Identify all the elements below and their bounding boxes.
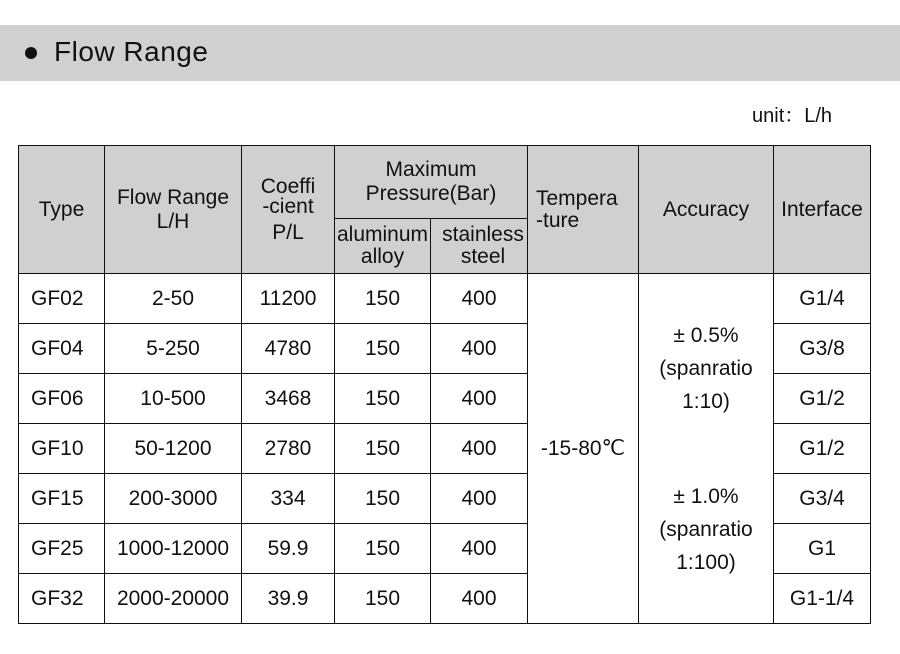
cell-aluminum: 150: [335, 424, 431, 474]
cell-stainless: 400: [431, 274, 528, 324]
header-interface: Interface: [774, 146, 871, 274]
cell-flow-range: 1000-12000: [105, 524, 242, 574]
cell-flow-range: 5-250: [105, 324, 242, 374]
header-max-pressure: Maximum Pressure(Bar): [335, 146, 528, 219]
section-header: [0, 25, 900, 81]
header-type: Type: [19, 146, 105, 274]
cell-type: GF02: [19, 274, 105, 324]
cell-interface: G1-1/4: [774, 574, 871, 624]
cell-type: GF32: [19, 574, 105, 624]
bullet-icon: [25, 47, 37, 59]
cell-flow-range: 50-1200: [105, 424, 242, 474]
header-stainless-steel: stainless steel: [431, 219, 528, 274]
table-row: [19, 274, 871, 324]
flow-range-table: [18, 145, 871, 624]
cell-stainless: 400: [431, 574, 528, 624]
cell-aluminum: 150: [335, 474, 431, 524]
cell-temperature: -15-80℃: [528, 274, 639, 624]
cell-flow-range: 2000-20000: [105, 574, 242, 624]
cell-stainless: 400: [431, 524, 528, 574]
header-accuracy: Accuracy: [639, 146, 774, 274]
cell-type: GF06: [19, 374, 105, 424]
header-coefficient: Coeffi -cient P/L: [242, 146, 335, 274]
cell-interface: G3/4: [774, 474, 871, 524]
cell-interface: G1/4: [774, 274, 871, 324]
cell-coefficient: 59.9: [242, 524, 335, 574]
cell-aluminum: 150: [335, 574, 431, 624]
cell-coefficient: 3468: [242, 374, 335, 424]
cell-stainless: 400: [431, 374, 528, 424]
cell-aluminum: 150: [335, 374, 431, 424]
cell-type: GF04: [19, 324, 105, 374]
cell-aluminum: 150: [335, 274, 431, 324]
cell-flow-range: 2-50: [105, 274, 242, 324]
section-title: Flow Range: [54, 36, 209, 67]
cell-interface: G1/2: [774, 424, 871, 474]
cell-coefficient: 39.9: [242, 574, 335, 624]
cell-type: GF15: [19, 474, 105, 524]
header-aluminum-alloy: aluminum alloy: [335, 219, 431, 274]
cell-stainless: 400: [431, 474, 528, 524]
cell-flow-range: 10-500: [105, 374, 242, 424]
cell-accuracy: ± 0.5% (spanratio 1:10) ± 1.0% (spanratio 1:100): [639, 274, 774, 624]
cell-coefficient: 334: [242, 474, 335, 524]
cell-flow-range: 200-3000: [105, 474, 242, 524]
cell-aluminum: 150: [335, 524, 431, 574]
cell-interface: G1/2: [774, 374, 871, 424]
cell-type: GF25: [19, 524, 105, 574]
cell-stainless: 400: [431, 424, 528, 474]
cell-interface: G3/8: [774, 324, 871, 374]
header-temperature: Tempera -ture: [528, 146, 639, 274]
cell-type: GF10: [19, 424, 105, 474]
cell-stainless: 400: [431, 324, 528, 374]
unit-label: unit：L/h: [752, 105, 833, 127]
cell-interface: G1: [774, 524, 871, 574]
cell-coefficient: 11200: [242, 274, 335, 324]
cell-aluminum: 150: [335, 324, 431, 374]
cell-coefficient: 2780: [242, 424, 335, 474]
header-flow-range: Flow Range L/H: [105, 146, 242, 274]
cell-coefficient: 4780: [242, 324, 335, 374]
